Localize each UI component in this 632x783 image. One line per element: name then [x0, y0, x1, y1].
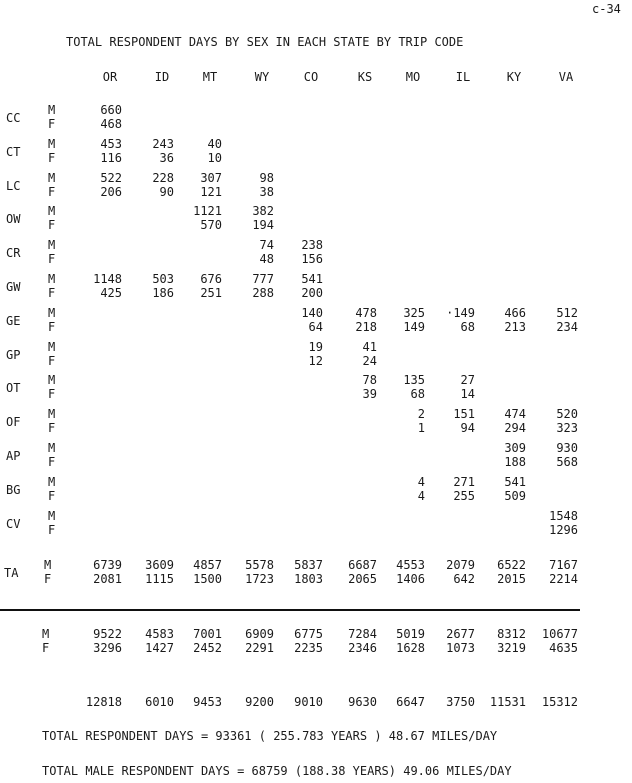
- trip-code-ot: OT: [6, 381, 21, 395]
- cell-ot-f-il: 14: [460, 387, 475, 401]
- grand-f-mt: 2452: [193, 641, 222, 655]
- cell-cr-f-wy: 48: [259, 252, 274, 266]
- cell-ta-f-ky: 2015: [497, 572, 526, 586]
- cell-cv-f-va: 1296: [549, 523, 578, 537]
- cell-gw-m-mt: 676: [200, 272, 222, 286]
- cell-of-f-ky: 294: [504, 421, 526, 435]
- cell-ow-m-mt: 1121: [193, 204, 222, 218]
- cell-cc-m-or: 660: [100, 103, 122, 117]
- divider-rule: [0, 609, 580, 611]
- grand-total-il: 3750: [446, 695, 475, 709]
- cell-bg-m-ky: 541: [504, 475, 526, 489]
- grand-f-mo: 1628: [396, 641, 425, 655]
- cell-ta-m-mo: 4553: [396, 558, 425, 572]
- page-label: c-34: [592, 2, 621, 16]
- grand-total-id: 6010: [145, 695, 174, 709]
- cell-ta-m-co: 5837: [294, 558, 323, 572]
- cell-ot-f-ks: 39: [362, 387, 377, 401]
- cell-ta-f-co: 1803: [294, 572, 323, 586]
- cell-ge-f-il: 68: [460, 320, 475, 334]
- cell-ap-f-ky: 188: [504, 455, 526, 469]
- cell-of-f-il: 94: [460, 421, 475, 435]
- grand-m-wy: 6909: [245, 627, 274, 641]
- grand-total-mo: 6647: [396, 695, 425, 709]
- cell-bg-m-mo: 4: [417, 475, 425, 489]
- cell-of-m-mo: 2: [417, 407, 425, 421]
- cell-ge-m-va: 512: [556, 306, 578, 320]
- grand-total-co: 9010: [294, 695, 323, 709]
- grand-f-id: 1427: [145, 641, 174, 655]
- cell-cr-m-wy: 74: [259, 238, 274, 252]
- cell-ge-f-co: 64: [308, 320, 323, 334]
- trip-code-bg: BG: [6, 483, 21, 497]
- cell-ta-m-or: 6739: [93, 558, 122, 572]
- cell-gp-m-ks: 41: [362, 340, 377, 354]
- state-header-ks: KS: [357, 70, 373, 84]
- grand-m-il: 2677: [446, 627, 475, 641]
- sex-label-female: F: [48, 523, 56, 537]
- trip-code-ge: GE: [6, 314, 21, 328]
- sex-label-female: F: [48, 218, 56, 232]
- sex-label-female: F: [48, 252, 56, 266]
- trip-code-cr: CR: [6, 246, 21, 260]
- cell-ct-f-mt: 10: [207, 151, 222, 165]
- cell-lc-f-mt: 121: [200, 185, 222, 199]
- grand-m-va: 10677: [541, 627, 578, 641]
- cell-ge-f-ks: 218: [355, 320, 377, 334]
- sex-label-female: F: [48, 320, 56, 334]
- grand-total-or: 12818: [85, 695, 122, 709]
- grand-m-id: 4583: [145, 627, 174, 641]
- grand-m-or: 9522: [93, 627, 122, 641]
- sex-label-female: F: [48, 421, 56, 435]
- cell-ge-m-il: ·149: [446, 306, 475, 320]
- sex-label-male: M: [48, 103, 56, 117]
- grand-m-mt: 7001: [193, 627, 222, 641]
- sex-label-female: F: [48, 185, 56, 199]
- grand-f-va: 4635: [549, 641, 578, 655]
- sex-label-female: F: [48, 286, 56, 300]
- sex-label-male: M: [48, 204, 56, 218]
- sex-label-female: F: [48, 151, 56, 165]
- cell-ct-m-mt: 40: [207, 137, 222, 151]
- cell-bg-f-ky: 509: [504, 489, 526, 503]
- state-header-mo: MO: [405, 70, 421, 84]
- grand-m-mo: 5019: [396, 627, 425, 641]
- cell-bg-f-mo: 4: [417, 489, 425, 503]
- cell-lc-m-mt: 307: [200, 171, 222, 185]
- cell-cr-f-co: 156: [301, 252, 323, 266]
- cell-of-f-va: 323: [556, 421, 578, 435]
- grand-f-co: 2235: [294, 641, 323, 655]
- cell-gw-m-co: 541: [301, 272, 323, 286]
- grand-m-ks: 7284: [348, 627, 377, 641]
- grand-f-wy: 2291: [245, 641, 274, 655]
- cell-ge-m-mo: 325: [403, 306, 425, 320]
- cell-lc-f-id: 90: [159, 185, 174, 199]
- cell-ta-f-id: 1115: [145, 572, 174, 586]
- cell-ge-m-ky: 466: [504, 306, 526, 320]
- grand-f-or: 3296: [93, 641, 122, 655]
- cell-ta-f-wy: 1723: [245, 572, 274, 586]
- cell-ow-f-mt: 570: [200, 218, 222, 232]
- sex-label-male: M: [48, 137, 56, 151]
- cell-lc-m-or: 522: [100, 171, 122, 185]
- cell-ow-f-wy: 194: [252, 218, 274, 232]
- cell-ge-m-ks: 478: [355, 306, 377, 320]
- sex-label-female: F: [42, 641, 50, 655]
- state-header-or: OR: [102, 70, 118, 84]
- trip-code-ct: CT: [6, 145, 21, 159]
- cell-ct-f-id: 36: [159, 151, 174, 165]
- cell-ge-m-co: 140: [301, 306, 323, 320]
- trip-code-cc: CC: [6, 111, 21, 125]
- grand-f-il: 1073: [446, 641, 475, 655]
- trip-code-gp: GP: [6, 348, 21, 362]
- cell-of-m-va: 520: [556, 407, 578, 421]
- page-title: TOTAL RESPONDENT DAYS BY SEX IN EACH STATE BY TRIP CODE: [66, 35, 464, 49]
- cell-ow-m-wy: 382: [252, 204, 274, 218]
- cell-lc-f-or: 206: [100, 185, 122, 199]
- sex-label-male: M: [48, 171, 56, 185]
- sex-label-male: M: [48, 272, 56, 286]
- cell-of-m-ky: 474: [504, 407, 526, 421]
- cell-ap-m-va: 930: [556, 441, 578, 455]
- cell-ap-m-ky: 309: [504, 441, 526, 455]
- cell-gw-f-mt: 251: [200, 286, 222, 300]
- sex-label-female: F: [48, 489, 56, 503]
- cell-of-m-il: 151: [453, 407, 475, 421]
- grand-m-ky: 8312: [497, 627, 526, 641]
- cell-ta-m-ks: 6687: [348, 558, 377, 572]
- cell-ge-f-ky: 213: [504, 320, 526, 334]
- cell-of-f-mo: 1: [417, 421, 425, 435]
- trip-code-lc: LC: [6, 179, 21, 193]
- cell-ta-m-va: 7167: [549, 558, 578, 572]
- cell-gp-f-co: 12: [308, 354, 323, 368]
- state-header-co: CO: [303, 70, 319, 84]
- state-header-mt: MT: [202, 70, 218, 84]
- cell-cc-f-or: 468: [100, 117, 122, 131]
- grand-f-ky: 3219: [497, 641, 526, 655]
- grand-total-mt: 9453: [193, 695, 222, 709]
- state-header-wy: WY: [254, 70, 270, 84]
- cell-lc-m-id: 228: [152, 171, 174, 185]
- sex-label-male: M: [48, 407, 56, 421]
- cell-ct-f-or: 116: [100, 151, 122, 165]
- cell-gp-f-ks: 24: [362, 354, 377, 368]
- cell-gw-f-co: 200: [301, 286, 323, 300]
- grand-f-ks: 2346: [348, 641, 377, 655]
- trip-code-ap: AP: [6, 449, 21, 463]
- cell-bg-m-il: 271: [453, 475, 475, 489]
- cell-ot-m-il: 27: [460, 373, 475, 387]
- cell-ta-f-ks: 2065: [348, 572, 377, 586]
- sex-label-male: M: [44, 558, 52, 572]
- cell-lc-f-wy: 38: [259, 185, 274, 199]
- sex-label-female: F: [48, 354, 56, 368]
- cell-ap-f-va: 568: [556, 455, 578, 469]
- trip-code-gw: GW: [6, 280, 21, 294]
- cell-ta-f-il: 642: [453, 572, 475, 586]
- cell-gp-m-co: 19: [308, 340, 323, 354]
- cell-cr-m-co: 238: [301, 238, 323, 252]
- sex-label-male: M: [48, 306, 56, 320]
- sex-label-female: F: [44, 572, 52, 586]
- sex-label-male: M: [42, 627, 50, 641]
- sex-label-female: F: [48, 117, 56, 131]
- state-header-ky: KY: [506, 70, 522, 84]
- cell-lc-m-wy: 98: [259, 171, 274, 185]
- sex-label-male: M: [48, 509, 56, 523]
- cell-ta-m-il: 2079: [446, 558, 475, 572]
- cell-ta-m-mt: 4857: [193, 558, 222, 572]
- trip-code-ta: TA: [4, 566, 19, 580]
- state-header-il: IL: [455, 70, 471, 84]
- cell-gw-m-wy: 777: [252, 272, 274, 286]
- sex-label-male: M: [48, 475, 56, 489]
- cell-gw-m-id: 503: [152, 272, 174, 286]
- state-header-va: VA: [558, 70, 574, 84]
- cell-ta-m-wy: 5578: [245, 558, 274, 572]
- sex-label-female: F: [48, 455, 56, 469]
- cell-ta-f-mt: 1500: [193, 572, 222, 586]
- cell-bg-f-il: 255: [453, 489, 475, 503]
- trip-code-ow: OW: [6, 212, 21, 226]
- grand-total-wy: 9200: [245, 695, 274, 709]
- grand-total-va: 15312: [541, 695, 578, 709]
- cell-gw-f-id: 186: [152, 286, 174, 300]
- cell-ta-m-ky: 6522: [497, 558, 526, 572]
- sex-label-male: M: [48, 373, 56, 387]
- cell-ta-f-mo: 1406: [396, 572, 425, 586]
- state-header-id: ID: [154, 70, 170, 84]
- cell-ot-m-ks: 78: [362, 373, 377, 387]
- cell-gw-f-or: 425: [100, 286, 122, 300]
- summary-male-days: TOTAL MALE RESPONDENT DAYS = 68759 (188.38 YEARS) 49.06 MILES/DAY: [42, 764, 512, 778]
- sex-label-female: F: [48, 387, 56, 401]
- cell-ta-f-or: 2081: [93, 572, 122, 586]
- sex-label-male: M: [48, 340, 56, 354]
- cell-ge-f-mo: 149: [403, 320, 425, 334]
- grand-total-ks: 9630: [348, 695, 377, 709]
- grand-m-co: 6775: [294, 627, 323, 641]
- summary-total-days: TOTAL RESPONDENT DAYS = 93361 ( 255.783 YEARS ) 48.67 MILES/DAY: [42, 729, 498, 743]
- cell-gw-m-or: 1148: [93, 272, 122, 286]
- cell-ct-m-or: 453: [100, 137, 122, 151]
- cell-cv-m-va: 1548: [549, 509, 578, 523]
- trip-code-cv: CV: [6, 517, 21, 531]
- trip-code-of: OF: [6, 415, 21, 429]
- grand-total-ky: 11531: [489, 695, 526, 709]
- cell-ot-m-mo: 135: [403, 373, 425, 387]
- cell-ge-f-va: 234: [556, 320, 578, 334]
- cell-ta-m-id: 3609: [145, 558, 174, 572]
- cell-ot-f-mo: 68: [410, 387, 425, 401]
- cell-ta-f-va: 2214: [549, 572, 578, 586]
- sex-label-male: M: [48, 441, 56, 455]
- cell-ct-m-id: 243: [152, 137, 174, 151]
- sex-label-male: M: [48, 238, 56, 252]
- cell-gw-f-wy: 288: [252, 286, 274, 300]
